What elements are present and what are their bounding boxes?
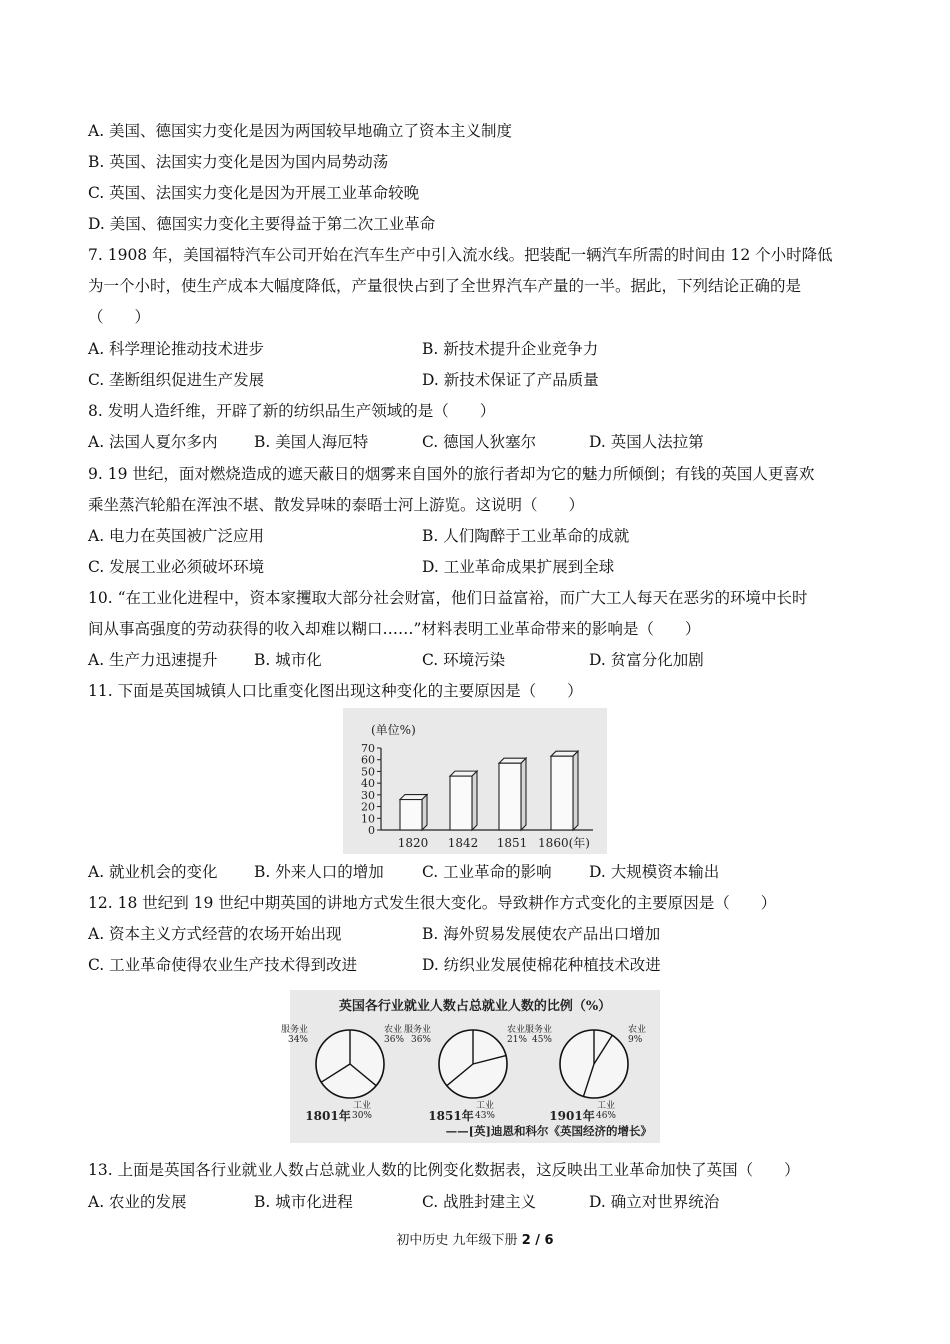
pie-slice-value: 9% xyxy=(628,1035,643,1045)
bar-side xyxy=(573,751,578,830)
bar xyxy=(400,800,422,830)
q6-option-c: C. 英国、法国实力变化是因为开展工业革命较晚 xyxy=(88,184,420,202)
q12-option-a: A. 资本主义方式经营的农场开始出现 xyxy=(88,925,342,943)
y-tick-label: 70 xyxy=(361,742,375,755)
q10-option-d: D. 贫富分化加剧 xyxy=(589,651,704,669)
q11-option-d: D. 大规模资本输出 xyxy=(589,863,720,881)
q6-option-a: A. 美国、德国实力变化是因为两国较早地确立了资本主义制度 xyxy=(88,122,513,140)
pie-slice-value: 30% xyxy=(351,1111,373,1121)
pie-slice-label: 农业 xyxy=(384,1025,403,1035)
q10-option-a: A. 生产力迅速提升 xyxy=(88,651,218,669)
x-tick-label: 1851 xyxy=(496,836,528,850)
q10-option-b: B. 城市化 xyxy=(254,651,322,669)
q11-option-a: A. 就业机会的变化 xyxy=(88,863,218,881)
bar-side xyxy=(422,795,427,830)
q7-option-b: B. 新技术提升企业竞争力 xyxy=(422,340,599,358)
q13-option-b: B. 城市化进程 xyxy=(254,1193,353,1211)
pie-slice-value: 46% xyxy=(595,1111,617,1121)
y-tick-label: 0 xyxy=(368,824,375,837)
pie-slice-value: 21% xyxy=(507,1035,528,1045)
pie-year-label: 1901年 xyxy=(549,1109,595,1123)
pie-slice-label: 农业 xyxy=(507,1025,526,1035)
q13-option-c: C. 战胜封建主义 xyxy=(422,1193,537,1211)
bar xyxy=(499,763,521,830)
q12-stem: 12. 18 世纪到 19 世纪中期英国的讲地方式发生很大变化。导致耕作方式变化的主要原因是（ ） xyxy=(88,894,777,912)
pie-year-label: 1801年 xyxy=(305,1109,351,1123)
q9-option-d: D. 工业革命成果扩展到全球 xyxy=(422,558,615,576)
q7-option-c: C. 垄断组织促进生产发展 xyxy=(88,371,265,389)
footer-subject: 初中历史 九年级下册 xyxy=(396,1233,518,1248)
pie-slice-value: 36% xyxy=(384,1035,405,1045)
y-tick-label: 30 xyxy=(361,788,375,802)
pie-slice-label: 工业 xyxy=(596,1101,616,1111)
pie-slice-label: 服务业 xyxy=(403,1025,431,1035)
q7-stem-line1: 7. 1908 年，美国福特汽车公司开始在汽车生产中引入流水线。把装配一辆汽车所需的时间由 12 个小时降低 xyxy=(88,246,833,264)
q13-stem: 13. 上面是英国各行业就业人数占总就业人数的比例变化数据表，这反映出工业革命加快了英国（ ） xyxy=(88,1161,800,1179)
q8-option-a: A. 法国人夏尔多内 xyxy=(88,433,218,451)
pie-slice-label: 工业 xyxy=(475,1101,495,1111)
q8-stem: 8. 发明人造纤维，开辟了新的纺织品生产领域的是（ ） xyxy=(88,402,496,420)
q7-option-a: A. 科学理论推动技术进步 xyxy=(88,340,265,358)
q9-option-b: B. 人们陶醉于工业革命的成就 xyxy=(422,527,630,545)
bar-chart-svg xyxy=(343,708,607,854)
q12-option-b: B. 海外贸易发展使农产品出口增加 xyxy=(422,925,661,943)
q9-option-c: C. 发展工业必须破坏环境 xyxy=(88,558,265,576)
q12-option-c: C. 工业革命使得农业生产技术得到改进 xyxy=(88,956,358,974)
y-tick-label: 60 xyxy=(361,753,375,767)
employment-share-figure xyxy=(280,990,660,1143)
pie-slice-value: 36% xyxy=(410,1035,431,1045)
q12-option-d: D. 纺织业发展使棉花种植技术改进 xyxy=(422,956,661,974)
q9-option-a: A. 电力在英国被广泛应用 xyxy=(88,527,265,545)
pie-figure-source: ——[英]迪恩和科尔《英国经济的增长》 xyxy=(445,1124,652,1138)
q13-option-d: D. 确立对世界统治 xyxy=(589,1193,720,1211)
y-tick-label: 10 xyxy=(361,812,375,826)
bar xyxy=(450,776,472,830)
pie-slice-label: 农业 xyxy=(628,1025,647,1035)
q7-option-d: D. 新技术保证了产品质量 xyxy=(422,371,599,389)
bar xyxy=(551,756,573,830)
pie-slice-value: 45% xyxy=(531,1035,552,1045)
page-number: 2 / 6 xyxy=(521,1233,554,1248)
q6-option-b: B. 英国、法国实力变化是因为国内局势动荡 xyxy=(88,153,389,171)
q8-option-b: B. 美国人海厄特 xyxy=(254,433,369,451)
pie-figure-title: 英国各行业就业人数占总就业人数的比例（%） xyxy=(338,999,612,1014)
chart-unit-label: (单位%) xyxy=(371,723,416,737)
pie-slice-label: 工业 xyxy=(352,1101,372,1111)
q8-option-d: D. 英国人法拉第 xyxy=(589,433,704,451)
pie-slice-value: 43% xyxy=(474,1111,496,1121)
q10-option-c: C. 环境污染 xyxy=(422,651,506,669)
q11-option-b: B. 外来人口的增加 xyxy=(254,863,384,881)
q7-answer-blank: （ ） xyxy=(88,308,151,326)
q10-stem-line2: 间从事高强度的劳动获得的收入却难以糊口……”材料表明工业革命带来的影响是（ ） xyxy=(88,620,701,638)
q9-stem-line1: 9. 19 世纪，面对燃烧造成的遮天蔽日的烟雾来自国外的旅行者却为它的魅力所倾倒；有钱的英国人更喜欢 xyxy=(88,465,815,483)
x-tick-label: 1860(年) xyxy=(538,836,590,850)
pie-slice-value: 34% xyxy=(287,1035,308,1045)
q11-option-c: C. 工业革命的影响 xyxy=(422,863,552,881)
q6-option-d: D. 美国、德国实力变化主要得益于第二次工业革命 xyxy=(88,215,436,233)
bar-side xyxy=(472,771,477,830)
x-tick-label: 1842 xyxy=(447,836,479,850)
y-tick-label: 50 xyxy=(361,765,375,779)
y-tick-label: 40 xyxy=(361,777,375,791)
pie-year-label: 1851年 xyxy=(428,1109,474,1123)
urban-population-chart xyxy=(343,708,607,854)
y-tick-label: 20 xyxy=(361,800,375,814)
x-tick-label: 1820 xyxy=(397,836,429,850)
page-footer xyxy=(0,1229,950,1248)
q10-stem-line1: 10. “在工业化进程中，资本家攫取大部分社会财富，他们日益富裕，而广大工人每天在恶劣的环境中长时 xyxy=(88,589,808,607)
q9-stem-line2: 乘坐蒸汽轮船在浑浊不堪、散发异味的泰晤士河上游览。这说明（ ） xyxy=(88,496,585,514)
pie-chart-svg xyxy=(280,990,660,1143)
q13-option-a: A. 农业的发展 xyxy=(88,1193,187,1211)
bar-side xyxy=(521,758,526,830)
pie-slice-label: 服务业 xyxy=(280,1025,308,1035)
q7-stem-line2: 为一个小时，使生产成本大幅度降低，产量很快占到了全世界汽车产量的一半。据此，下列结论正确的是 xyxy=(88,277,802,295)
pie-slice-label: 服务业 xyxy=(524,1025,552,1035)
q11-stem: 11. 下面是英国城镇人口比重变化图出现这种变化的主要原因是（ ） xyxy=(88,682,583,700)
q8-option-c: C. 德国人狄塞尔 xyxy=(422,433,537,451)
